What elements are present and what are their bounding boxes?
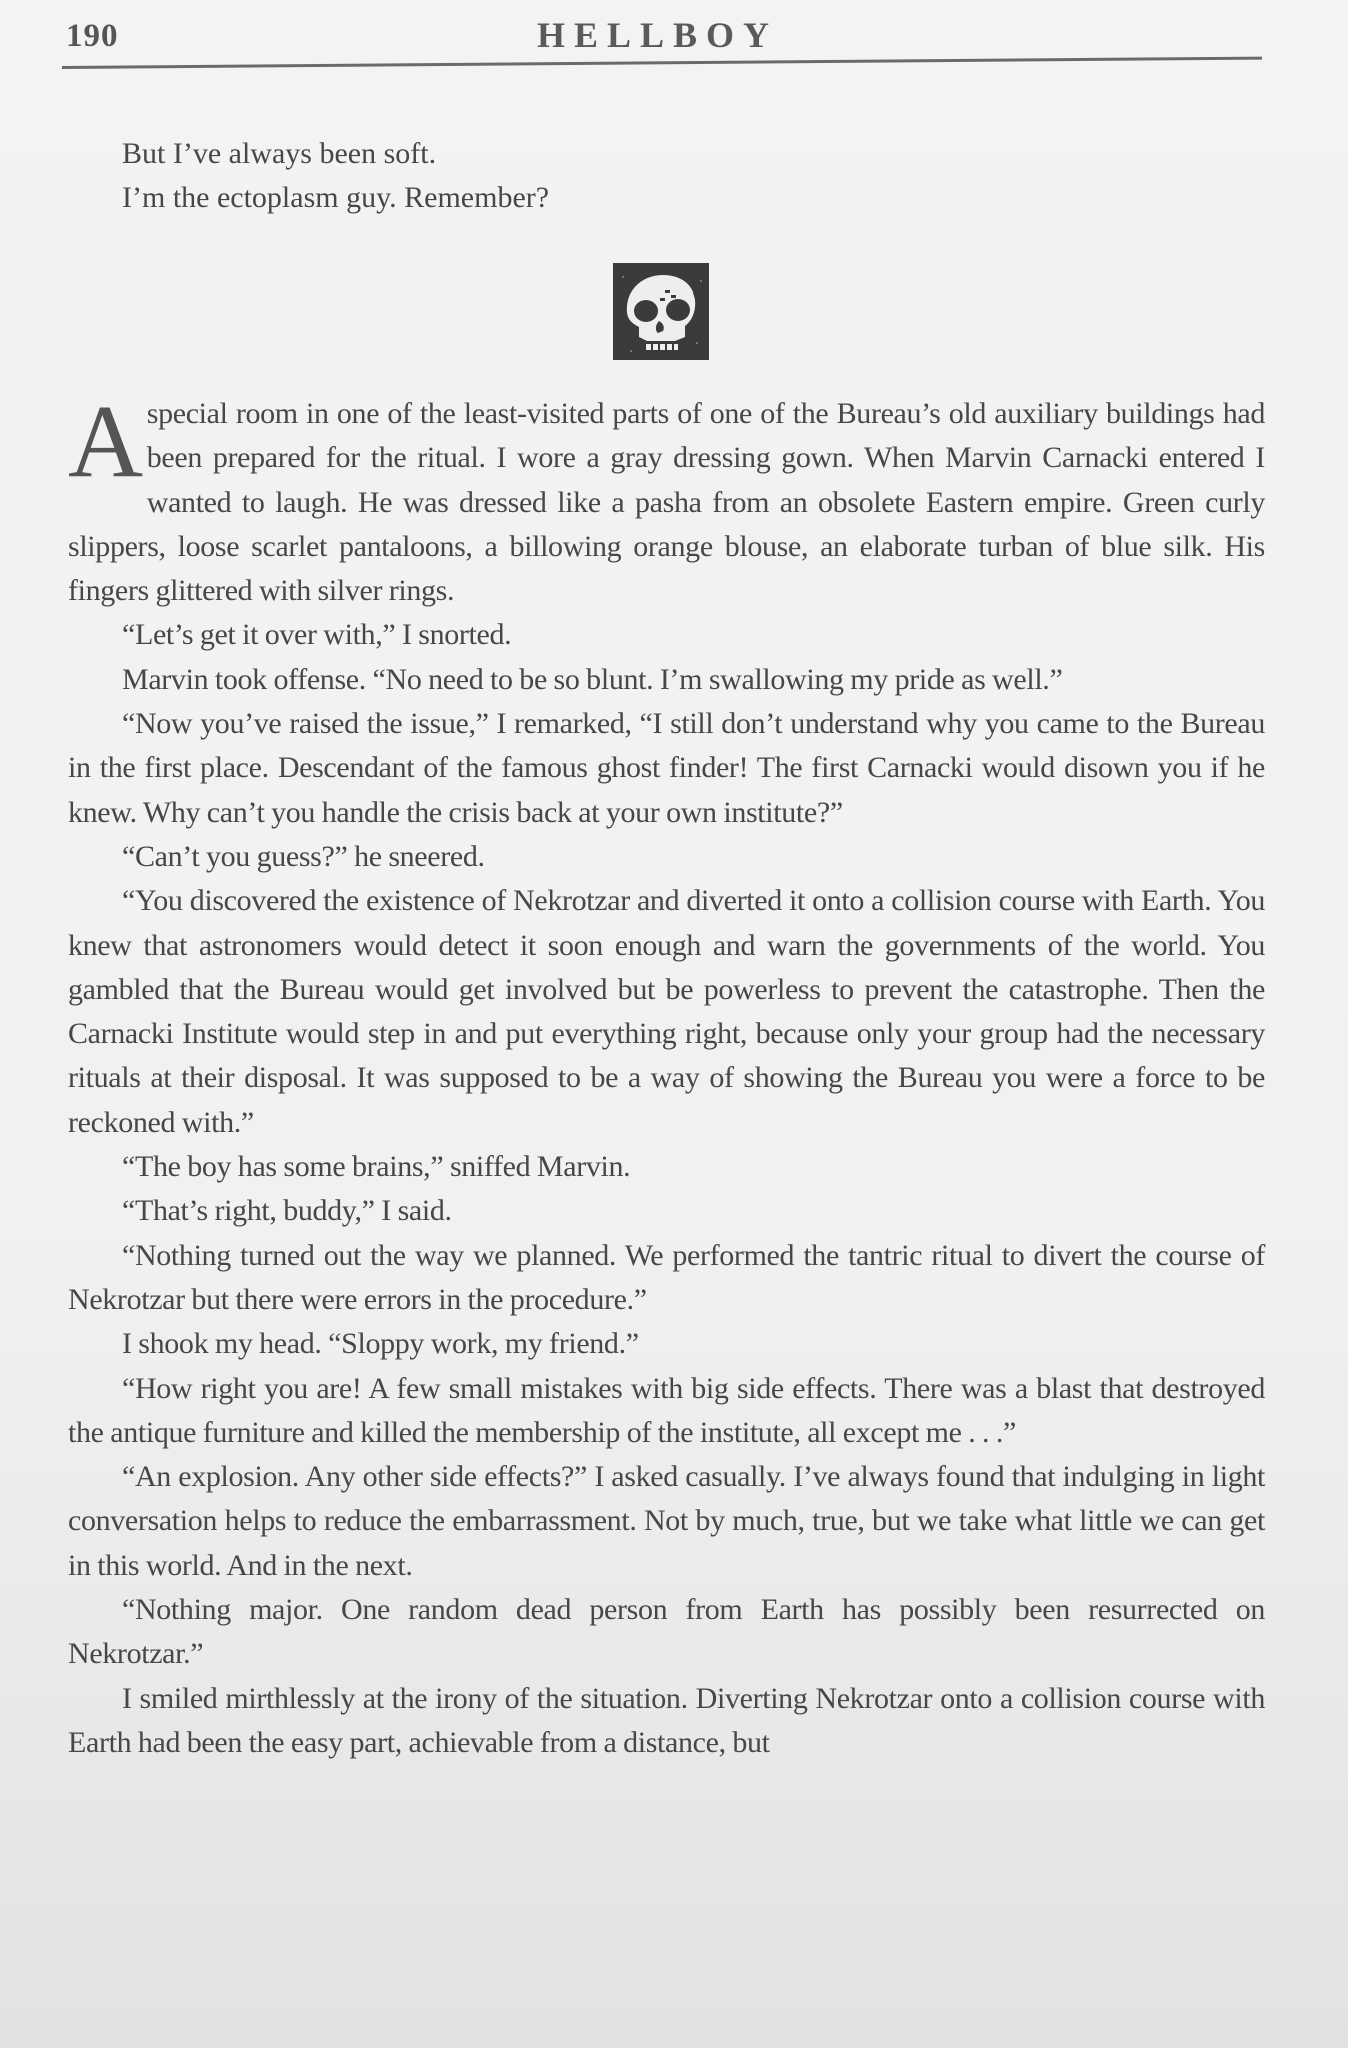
paragraph: “Nothing turned out the way we planned. We performed the tantric ritual to divert the course of Nekrotzar but there were errors in the procedure.” — [68, 1238, 1265, 1316]
paragraph-text: special room in one of the least-visited parts of one of the Bureau’s old auxiliary buildings had been prepared for the ritual. I wore a gray dressing gown. When Marvin Carnacki entered I wanted to laugh. He was dressed like a pasha from an obsolete Eastern empire. Green curly slippers, loose scarlet pantaloons, a billowing orange blouse, an elaborate turban of blue silk. His fingers glittered with silver rings. — [68, 397, 1265, 608]
paragraph: “Nothing major. One random dead person from Earth has possibly been resurrected on Nekrotzar.” — [68, 1593, 1265, 1671]
drop-cap: A — [68, 384, 143, 499]
paragraph: “How right you are! A few small mistakes with big side effects. There was a blast that destroyed the antique furniture and killed the membership of the institute, all except me . . .” — [68, 1371, 1265, 1449]
paragraph: I shook my head. “Sloppy work, my friend.” — [122, 1327, 639, 1361]
paragraph: “That’s right, buddy,” I said. — [122, 1194, 452, 1228]
paragraph: “An explosion. Any other side effects?” I asked casually. I’ve always found that indulging in light conversation helps to reduce the embarrassment. Not by much, true, but we take what little we can get in this world. And in the next. — [68, 1460, 1265, 1582]
paragraph: “Now you’ve raised the issue,” I remarked, “I still don’t understand why you came to the Bureau in the first place. Descendant of the famous ghost finder! The first Carnacki would disown you if he knew. Why can’t you handle the crisis back at your own institute?” — [68, 707, 1265, 829]
running-header — [62, 12, 1262, 62]
book-title: HELLBOY — [537, 15, 779, 55]
paragraph: Marvin took offense. “No need to be so blunt. I’m swallowing my pride as well.” — [122, 662, 1063, 696]
chapter-body — [68, 384, 1265, 1765]
paragraph: “The boy has some brains,” sniffed Marvin. — [122, 1150, 631, 1184]
epigraph-line: I’m the ectoplasm guy. Remember? — [122, 181, 550, 214]
paragraph — [68, 384, 1265, 613]
epigraph — [122, 132, 549, 220]
epigraph-line: But I’ve always been soft. — [122, 137, 437, 170]
paragraph: “Can’t you guess?” he sneered. — [122, 839, 485, 873]
paragraph: “You discovered the existence of Nekrotzar and diverted it onto a collision course with Earth. You knew that astronomers would detect it soon enough and warn the governments of the world. You gambled that the Bureau would get involved but be powerless to prevent the catastrophe. Then the Carnacki Institute would step in and put everything right, because only your group had the necessary rituals at their disposal. It was supposed to be a way of showing the Bureau you were a force to be reckoned with.” — [68, 884, 1265, 1139]
page-number: 190 — [66, 18, 119, 54]
paragraph: “Let’s get it over with,” I snorted. — [122, 618, 512, 652]
paragraph: I smiled mirthlessly at the irony of the situation. Diverting Nekrotzar onto a collision course with Earth had been the easy part, achievable from a distance, but — [68, 1681, 1265, 1759]
skull-icon — [613, 263, 709, 360]
